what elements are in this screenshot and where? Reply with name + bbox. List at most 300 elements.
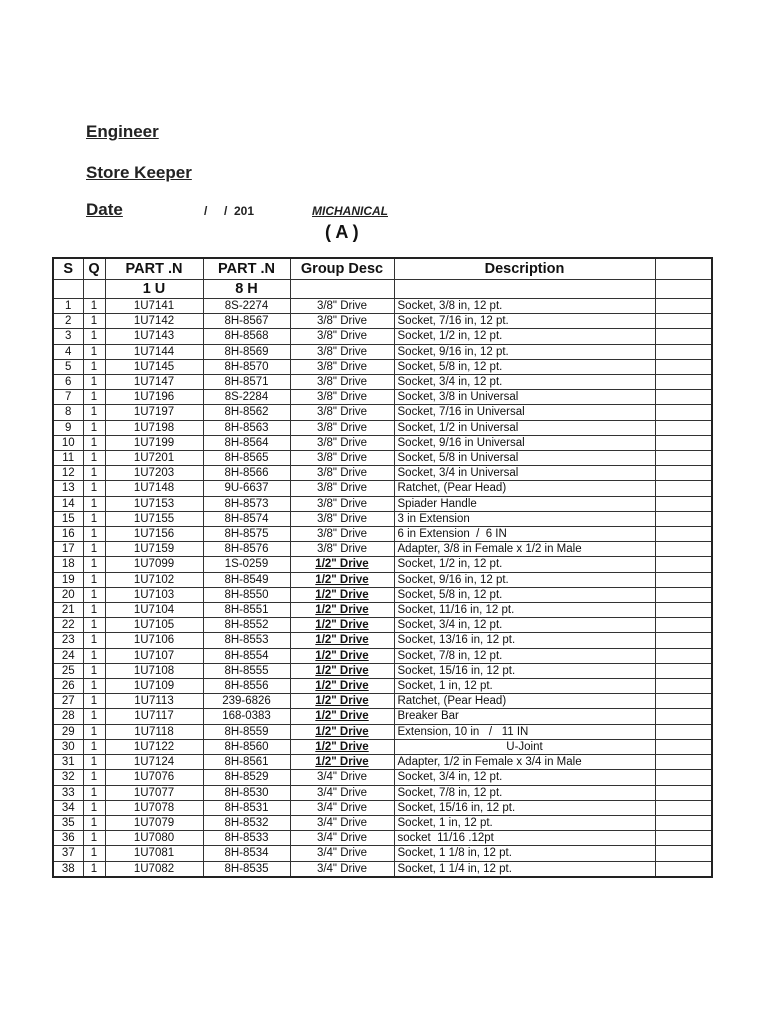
cell-description: Socket, 9/16 in Universal	[394, 435, 655, 450]
cell-group-text: 1/2" Drive	[315, 664, 369, 677]
cell-part-1: 1U7099	[105, 557, 203, 572]
cell-s: 38	[53, 861, 83, 877]
cell-description: Socket, 1 1/8 in, 12 pt.	[394, 846, 655, 861]
table-row	[53, 557, 712, 572]
table-row	[53, 359, 712, 374]
subheader-description	[394, 280, 655, 299]
cell-group	[290, 618, 394, 633]
cell-part-2: 8H-8535	[203, 861, 290, 877]
table-row	[53, 314, 712, 329]
cell-s: 20	[53, 587, 83, 602]
cell-s: 10	[53, 435, 83, 450]
cell-part-1: 1U7203	[105, 466, 203, 481]
cell-part-1: 1U7103	[105, 587, 203, 602]
cell-description: Socket, 3/4 in, 12 pt.	[394, 375, 655, 390]
cell-group: 3/8" Drive	[290, 329, 394, 344]
cell-s: 7	[53, 390, 83, 405]
table-row	[53, 329, 712, 344]
cell-group: 3/8" Drive	[290, 451, 394, 466]
cell-q: 1	[83, 572, 105, 587]
cell-part-2: 8H-8568	[203, 329, 290, 344]
cell-part-2: 8S-2274	[203, 299, 290, 314]
cell-part-1: 1U7118	[105, 724, 203, 739]
cell-description: Socket, 1 1/4 in, 12 pt.	[394, 861, 655, 877]
cell-blank	[655, 314, 712, 329]
cell-group: 3/4" Drive	[290, 815, 394, 830]
cell-part-2: 8H-8549	[203, 572, 290, 587]
cell-q: 1	[83, 679, 105, 694]
cell-part-2: 8H-8562	[203, 405, 290, 420]
table-row	[53, 405, 712, 420]
cell-q: 1	[83, 344, 105, 359]
cell-group: 3/8" Drive	[290, 405, 394, 420]
cell-blank	[655, 451, 712, 466]
cell-description: Socket, 7/16 in, 12 pt.	[394, 314, 655, 329]
cell-s: 6	[53, 375, 83, 390]
cell-q: 1	[83, 648, 105, 663]
cell-part-2: 8H-8556	[203, 679, 290, 694]
cell-group	[290, 587, 394, 602]
cell-group: 3/8" Drive	[290, 344, 394, 359]
table-row	[53, 861, 712, 877]
cell-part-1: 1U7155	[105, 511, 203, 526]
table-row	[53, 648, 712, 663]
cell-q: 1	[83, 694, 105, 709]
cell-part-1: 1U7159	[105, 542, 203, 557]
cell-group: 3/8" Drive	[290, 420, 394, 435]
cell-blank	[655, 420, 712, 435]
cell-part-2: 239-6826	[203, 694, 290, 709]
cell-description: Socket, 7/8 in, 12 pt.	[394, 648, 655, 663]
cell-group: 3/4" Drive	[290, 770, 394, 785]
cell-part-2: 8H-8576	[203, 542, 290, 557]
table-row	[53, 299, 712, 314]
cell-q: 1	[83, 709, 105, 724]
cell-q: 1	[83, 451, 105, 466]
cell-blank	[655, 496, 712, 511]
cell-s: 19	[53, 572, 83, 587]
cell-blank	[655, 633, 712, 648]
cell-part-2: 168-0383	[203, 709, 290, 724]
cell-part-1: 1U7198	[105, 420, 203, 435]
cell-q: 1	[83, 557, 105, 572]
cell-s: 8	[53, 405, 83, 420]
subheader-part-1: 1 U	[105, 280, 203, 299]
table-row	[53, 755, 712, 770]
cell-q: 1	[83, 739, 105, 754]
cell-blank	[655, 831, 712, 846]
cell-q: 1	[83, 435, 105, 450]
date-value: / / 201	[204, 204, 255, 218]
cell-s: 25	[53, 663, 83, 678]
cell-part-1: 1U7199	[105, 435, 203, 450]
cell-part-2: 8H-8569	[203, 344, 290, 359]
cell-blank	[655, 390, 712, 405]
table-row	[53, 618, 712, 633]
cell-blank	[655, 329, 712, 344]
column-header-description: Description	[394, 258, 655, 280]
cell-s: 29	[53, 724, 83, 739]
table-row	[53, 375, 712, 390]
cell-description: Socket, 1 in, 12 pt.	[394, 815, 655, 830]
cell-group	[290, 694, 394, 709]
cell-description: Socket, 3/4 in, 12 pt.	[394, 770, 655, 785]
cell-blank	[655, 435, 712, 450]
column-header-part-1: PART .N	[105, 258, 203, 280]
cell-blank	[655, 709, 712, 724]
table-row	[53, 709, 712, 724]
cell-group: 3/8" Drive	[290, 299, 394, 314]
table-row	[53, 572, 712, 587]
storekeeper-label: Store Keeper	[86, 163, 192, 182]
cell-s: 28	[53, 709, 83, 724]
cell-s: 35	[53, 815, 83, 830]
cell-description: 6 in Extension / 6 IN	[394, 527, 655, 542]
cell-part-1: 1U7081	[105, 846, 203, 861]
cell-group: 3/8" Drive	[290, 496, 394, 511]
cell-part-2: 8H-8529	[203, 770, 290, 785]
cell-q: 1	[83, 663, 105, 678]
cell-description: Socket, 7/16 in Universal	[394, 405, 655, 420]
cell-part-2: 8H-8567	[203, 314, 290, 329]
subheader-group	[290, 280, 394, 299]
cell-group	[290, 709, 394, 724]
cell-q: 1	[83, 496, 105, 511]
cell-s: 22	[53, 618, 83, 633]
cell-s: 17	[53, 542, 83, 557]
cell-q: 1	[83, 846, 105, 861]
cell-q: 1	[83, 633, 105, 648]
cell-description: Socket, 5/8 in, 12 pt.	[394, 587, 655, 602]
cell-group: 3/4" Drive	[290, 785, 394, 800]
cell-blank	[655, 694, 712, 709]
cell-group	[290, 663, 394, 678]
cell-group: 3/4" Drive	[290, 831, 394, 846]
cell-s: 27	[53, 694, 83, 709]
cell-s: 18	[53, 557, 83, 572]
cell-part-2: 8H-8534	[203, 846, 290, 861]
cell-s: 3	[53, 329, 83, 344]
cell-group-text: 1/2" Drive	[315, 604, 369, 617]
cell-description: Socket, 3/4 in Universal	[394, 466, 655, 481]
cell-description: Spiader Handle	[394, 496, 655, 511]
table-row	[53, 679, 712, 694]
table-row	[53, 815, 712, 830]
cell-s: 16	[53, 527, 83, 542]
cell-q: 1	[83, 831, 105, 846]
cell-part-1: 1U7105	[105, 618, 203, 633]
parts-table	[52, 257, 713, 878]
cell-s: 30	[53, 739, 83, 754]
cell-group-text: 1/2" Drive	[315, 588, 369, 601]
cell-s: 5	[53, 359, 83, 374]
table-row	[53, 587, 712, 602]
column-header-blank	[655, 258, 712, 280]
cell-part-2: 8H-8563	[203, 420, 290, 435]
cell-part-2: 8H-8571	[203, 375, 290, 390]
cell-q: 1	[83, 785, 105, 800]
subheader-q	[83, 280, 105, 299]
cell-q: 1	[83, 329, 105, 344]
cell-q: 1	[83, 481, 105, 496]
subheader-blank	[655, 280, 712, 299]
cell-group: 3/8" Drive	[290, 542, 394, 557]
cell-s: 31	[53, 755, 83, 770]
engineer-label: Engineer	[86, 122, 159, 141]
cell-part-2: 8H-8553	[203, 633, 290, 648]
cell-q: 1	[83, 466, 105, 481]
cell-group: 3/8" Drive	[290, 481, 394, 496]
cell-part-1: 1U7082	[105, 861, 203, 877]
cell-blank	[655, 679, 712, 694]
cell-group: 3/4" Drive	[290, 861, 394, 877]
cell-part-2: 8H-8550	[203, 587, 290, 602]
cell-s: 37	[53, 846, 83, 861]
cell-group	[290, 633, 394, 648]
table-row	[53, 466, 712, 481]
subheader-part-2: 8 H	[203, 280, 290, 299]
column-header-part-2: PART .N	[203, 258, 290, 280]
cell-q: 1	[83, 861, 105, 877]
cell-part-1: 1U7102	[105, 572, 203, 587]
cell-description: Socket, 15/16 in, 12 pt.	[394, 800, 655, 815]
cell-group-text: 1/2" Drive	[315, 680, 369, 693]
cell-part-1: 1U7076	[105, 770, 203, 785]
cell-s: 23	[53, 633, 83, 648]
cell-description: Socket, 3/4 in, 12 pt.	[394, 618, 655, 633]
cell-blank	[655, 481, 712, 496]
cell-part-1: 1U7108	[105, 663, 203, 678]
cell-s: 11	[53, 451, 83, 466]
section-label: ( A )	[325, 222, 359, 242]
cell-q: 1	[83, 375, 105, 390]
parts-table-body	[53, 258, 712, 877]
cell-blank	[655, 846, 712, 861]
table-row	[53, 770, 712, 785]
cell-part-2: 8H-8531	[203, 800, 290, 815]
cell-group-text: 1/2" Drive	[315, 619, 369, 632]
cell-blank	[655, 800, 712, 815]
cell-group: 3/8" Drive	[290, 390, 394, 405]
cell-description: socket 11/16 .12pt	[394, 831, 655, 846]
cell-s: 21	[53, 603, 83, 618]
table-row	[53, 451, 712, 466]
cell-description: Adapter, 3/8 in Female x 1/2 in Male	[394, 542, 655, 557]
cell-description: Socket, 5/8 in, 12 pt.	[394, 359, 655, 374]
cell-part-1: 1U7104	[105, 603, 203, 618]
cell-part-1: 1U7117	[105, 709, 203, 724]
cell-blank	[655, 511, 712, 526]
cell-blank	[655, 466, 712, 481]
cell-part-2: 8H-8573	[203, 496, 290, 511]
table-row	[53, 603, 712, 618]
cell-description: Breaker Bar	[394, 709, 655, 724]
cell-part-1: 1U7109	[105, 679, 203, 694]
table-subheader-row	[53, 280, 712, 299]
cell-group: 3/8" Drive	[290, 511, 394, 526]
cell-blank	[655, 648, 712, 663]
table-row	[53, 694, 712, 709]
cell-s: 12	[53, 466, 83, 481]
cell-group: 3/8" Drive	[290, 466, 394, 481]
cell-group-text: 1/2" Drive	[315, 649, 369, 662]
table-row	[53, 481, 712, 496]
cell-description: Adapter, 1/2 in Female x 3/4 in Male	[394, 755, 655, 770]
cell-blank	[655, 572, 712, 587]
cell-s: 34	[53, 800, 83, 815]
cell-part-2: 8H-8564	[203, 435, 290, 450]
cell-part-2: 8H-8561	[203, 755, 290, 770]
table-row	[53, 831, 712, 846]
cell-s: 36	[53, 831, 83, 846]
cell-group: 3/8" Drive	[290, 375, 394, 390]
cell-description: Socket, 1/2 in, 12 pt.	[394, 329, 655, 344]
cell-part-1: 1U7113	[105, 694, 203, 709]
cell-blank	[655, 603, 712, 618]
cell-blank	[655, 724, 712, 739]
cell-group-text: 1/2" Drive	[315, 573, 369, 586]
cell-group: 3/8" Drive	[290, 435, 394, 450]
cell-part-1: 1U7124	[105, 755, 203, 770]
column-header-q: Q	[83, 258, 105, 280]
table-row	[53, 344, 712, 359]
cell-blank	[655, 375, 712, 390]
cell-description: Socket, 3/8 in Universal	[394, 390, 655, 405]
cell-group: 3/8" Drive	[290, 314, 394, 329]
cell-group	[290, 603, 394, 618]
table-row	[53, 527, 712, 542]
cell-part-1: 1U7196	[105, 390, 203, 405]
cell-q: 1	[83, 359, 105, 374]
cell-group-text: 1/2" Drive	[315, 710, 369, 723]
cell-q: 1	[83, 724, 105, 739]
cell-part-1: 1U7141	[105, 299, 203, 314]
cell-s: 15	[53, 511, 83, 526]
cell-q: 1	[83, 815, 105, 830]
cell-description: Socket, 9/16 in, 12 pt.	[394, 572, 655, 587]
cell-part-1: 1U7147	[105, 375, 203, 390]
cell-s: 13	[53, 481, 83, 496]
cell-s: 1	[53, 299, 83, 314]
cell-part-2: 8H-8530	[203, 785, 290, 800]
cell-part-2: 9U-6637	[203, 481, 290, 496]
cell-group	[290, 739, 394, 754]
cell-blank	[655, 663, 712, 678]
cell-q: 1	[83, 299, 105, 314]
table-row	[53, 542, 712, 557]
cell-q: 1	[83, 420, 105, 435]
cell-blank	[655, 587, 712, 602]
cell-group	[290, 755, 394, 770]
cell-s: 26	[53, 679, 83, 694]
cell-blank	[655, 527, 712, 542]
cell-part-1: 1U7122	[105, 739, 203, 754]
cell-description: Socket, 1/2 in, 12 pt.	[394, 557, 655, 572]
cell-q: 1	[83, 405, 105, 420]
cell-group: 3/8" Drive	[290, 527, 394, 542]
column-header-group: Group Desc	[290, 258, 394, 280]
cell-blank	[655, 557, 712, 572]
cell-part-2: 8S-2284	[203, 390, 290, 405]
cell-part-2: 8H-8574	[203, 511, 290, 526]
cell-part-1: 1U7079	[105, 815, 203, 830]
cell-group	[290, 572, 394, 587]
cell-q: 1	[83, 511, 105, 526]
cell-q: 1	[83, 618, 105, 633]
cell-group-text: 1/2" Drive	[315, 740, 369, 753]
table-row	[53, 511, 712, 526]
cell-blank	[655, 344, 712, 359]
table-row	[53, 435, 712, 450]
cell-part-2: 8H-8565	[203, 451, 290, 466]
table-row	[53, 846, 712, 861]
cell-description: Extension, 10 in / 11 IN	[394, 724, 655, 739]
table-row	[53, 785, 712, 800]
cell-s: 32	[53, 770, 83, 785]
cell-part-2: 8H-8551	[203, 603, 290, 618]
cell-part-2: 1S-0259	[203, 557, 290, 572]
cell-part-1: 1U7148	[105, 481, 203, 496]
column-header-s: S	[53, 258, 83, 280]
table-row	[53, 724, 712, 739]
cell-s: 24	[53, 648, 83, 663]
cell-group-text: 1/2" Drive	[315, 756, 369, 769]
cell-q: 1	[83, 314, 105, 329]
cell-group: 3/4" Drive	[290, 800, 394, 815]
cell-blank	[655, 542, 712, 557]
cell-description: Socket, 9/16 in, 12 pt.	[394, 344, 655, 359]
cell-description: Socket, 1 in, 12 pt.	[394, 679, 655, 694]
cell-part-1: 1U7080	[105, 831, 203, 846]
cell-part-1: 1U7107	[105, 648, 203, 663]
cell-group: 3/8" Drive	[290, 359, 394, 374]
cell-part-2: 8H-8570	[203, 359, 290, 374]
cell-group	[290, 557, 394, 572]
table-row	[53, 800, 712, 815]
table-row	[53, 496, 712, 511]
cell-blank	[655, 755, 712, 770]
cell-q: 1	[83, 603, 105, 618]
table-row	[53, 739, 712, 754]
cell-part-2: 8H-8532	[203, 815, 290, 830]
cell-s: 4	[53, 344, 83, 359]
cell-part-2: 8H-8533	[203, 831, 290, 846]
cell-group	[290, 648, 394, 663]
cell-description: Socket, 11/16 in, 12 pt.	[394, 603, 655, 618]
cell-part-2: 8H-8552	[203, 618, 290, 633]
cell-q: 1	[83, 800, 105, 815]
cell-group-text: 1/2" Drive	[315, 634, 369, 647]
cell-blank	[655, 299, 712, 314]
cell-q: 1	[83, 587, 105, 602]
cell-s: 14	[53, 496, 83, 511]
cell-q: 1	[83, 755, 105, 770]
cell-blank	[655, 770, 712, 785]
cell-description: Socket, 3/8 in, 12 pt.	[394, 299, 655, 314]
cell-part-1: 1U7156	[105, 527, 203, 542]
cell-description: Socket, 7/8 in, 12 pt.	[394, 785, 655, 800]
cell-group	[290, 679, 394, 694]
table-row	[53, 420, 712, 435]
cell-blank	[655, 405, 712, 420]
cell-blank	[655, 785, 712, 800]
cell-part-2: 8H-8555	[203, 663, 290, 678]
cell-group-text: 1/2" Drive	[315, 695, 369, 708]
cell-description: Ratchet, (Pear Head)	[394, 481, 655, 496]
date-label: Date	[86, 200, 123, 219]
cell-description: Socket, 15/16 in, 12 pt.	[394, 663, 655, 678]
cell-part-2: 8H-8559	[203, 724, 290, 739]
